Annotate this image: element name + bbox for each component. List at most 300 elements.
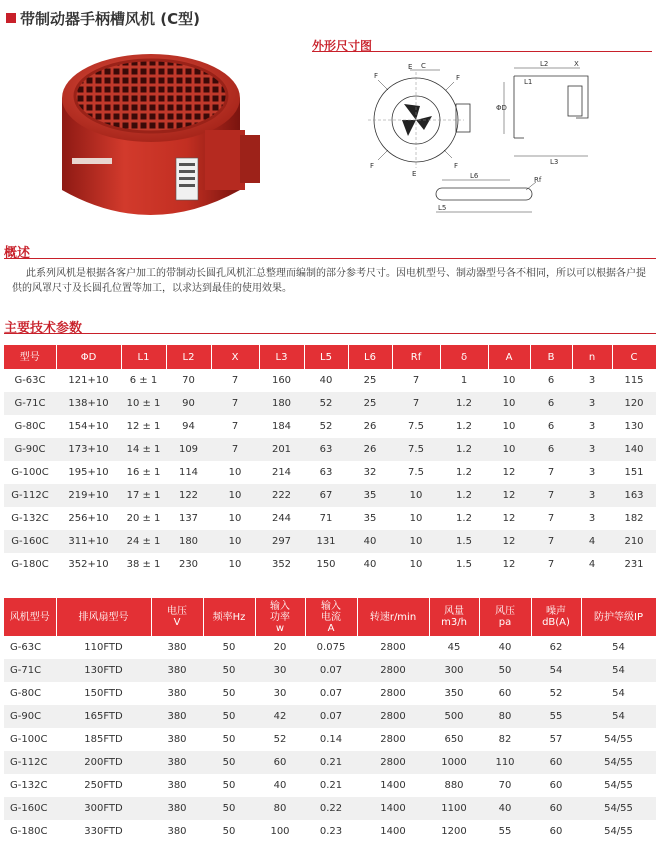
dimension-header-cell: L6 — [348, 345, 392, 369]
performance-header-cell — [203, 598, 255, 636]
performance-table-cell: 200FTD — [56, 751, 151, 774]
dimension-table-header — [4, 345, 656, 369]
dimension-table-cell: 3 — [588, 375, 596, 386]
dimension-table-cell: 24 ± 1 — [121, 530, 166, 553]
performance-table-cell: 57 — [549, 734, 563, 745]
performance-table-cell: 1400 — [380, 780, 406, 791]
performance-table-header — [4, 598, 656, 636]
dimension-table-cell: 40 — [319, 375, 333, 386]
dimension-table-cell: 7 — [211, 438, 259, 461]
performance-table-cell: 54 — [581, 659, 656, 682]
dimension-table-row — [4, 415, 656, 438]
dimension-table-cell: 352 — [271, 559, 292, 570]
dimension-table-cell: 10 — [228, 513, 242, 524]
dimension-header-cell: L5 — [304, 345, 348, 369]
dimension-table-cell: 10 — [409, 559, 423, 570]
performance-header-cell — [531, 598, 581, 636]
dimension-table-cell: G-71C — [4, 392, 56, 415]
performance-header-line: pa — [498, 617, 512, 628]
overview-title: 概述 — [4, 246, 31, 261]
performance-header-line: 功率 — [270, 611, 290, 623]
performance-table-cell: 42 — [255, 705, 305, 728]
performance-header-line: 风压 — [495, 606, 515, 617]
performance-table-cell: 130FTD — [56, 659, 151, 682]
params-divider — [4, 333, 656, 334]
dimension-table-cell: 160 — [271, 375, 292, 386]
performance-table-cell: 380 — [167, 734, 187, 745]
performance-table-cell: 165FTD — [56, 705, 151, 728]
dimension-table-cell: 150 — [316, 559, 336, 570]
dimension-table-cell: 10 — [228, 467, 242, 478]
dimension-table-cell: 38 ± 1 — [126, 559, 161, 570]
dimension-table-cell: 297 — [259, 530, 304, 553]
overview-text: 此系列风机是根据各客户加工的带制动长圆孔风机汇总整理而编制的部分参考尺寸。因电机型号、制动器型号各不相同，所以可以根据各户提供的风罩尺寸及长圆孔位置等加工，以求达到最佳的使用效果。 — [12, 268, 646, 294]
dimension-table-cell: 12 — [502, 559, 516, 570]
performance-table-cell: 80 — [479, 705, 531, 728]
dimension-table-cell: 7 — [211, 392, 259, 415]
dimension-table-cell: 219+10 — [56, 484, 121, 507]
performance-table-cell: 52 — [549, 688, 563, 699]
dimension-table-cell: 26 — [348, 438, 392, 461]
performance-table-cell: 40 — [498, 642, 512, 653]
dimension-table-cell: 352+10 — [68, 559, 109, 570]
performance-table-cell: 1400 — [357, 797, 429, 820]
performance-table-cell: 2800 — [380, 734, 406, 745]
dimension-table-cell: 140 — [612, 438, 656, 461]
dimension-table-cell: 1.2 — [440, 484, 488, 507]
dimension-table-cell: 231 — [624, 559, 644, 570]
dimension-title-divider — [312, 51, 652, 52]
dimension-table-cell: 7 — [530, 530, 572, 553]
dimension-table-cell: 1.2 — [456, 421, 472, 432]
dimension-table-cell: 122 — [166, 484, 211, 507]
performance-table-cell: 0.14 — [319, 734, 343, 745]
dimension-header-cell: L2 — [166, 345, 211, 369]
dimension-table-cell: 210 — [612, 530, 656, 553]
dimension-table-cell: 114 — [178, 467, 199, 478]
dimension-table-cell: 7 — [547, 513, 555, 524]
performance-table-cell: 380 — [151, 751, 203, 774]
performance-table-cell: 50 — [479, 659, 531, 682]
label-F-top-left: F — [374, 72, 379, 80]
dimension-table-cell: 12 — [502, 467, 516, 478]
dimension-table-cell: 10 — [392, 530, 440, 553]
performance-table-cell: 60 — [498, 688, 512, 699]
performance-table-cell: 52 — [273, 734, 287, 745]
performance-table-cell: 0.07 — [319, 688, 343, 699]
product-photo — [40, 40, 280, 240]
performance-table-row — [4, 659, 656, 682]
dimension-table-cell: 115 — [624, 375, 644, 386]
dimension-table-cell: 256+10 — [68, 513, 109, 524]
dimension-table-cell: 182 — [624, 513, 644, 524]
performance-table-cell: 54 — [581, 705, 656, 728]
dimension-table-cell: 173+10 — [56, 438, 121, 461]
label-L2: L2 — [540, 60, 549, 68]
performance-table-cell: 50 — [222, 688, 236, 699]
performance-header-line: 电流 — [321, 611, 341, 623]
dimension-table-cell: 7 — [392, 392, 440, 415]
performance-table-cell: 54 — [612, 688, 625, 699]
performance-table-cell: 55 — [498, 826, 512, 837]
dimension-table-cell: 1.5 — [440, 530, 488, 553]
performance-table-cell: 60 — [255, 751, 305, 774]
label-L6: L6 — [470, 172, 479, 180]
dimension-table-cell: 25 — [363, 375, 377, 386]
performance-table-row — [4, 774, 656, 797]
dimension-table-row — [4, 530, 656, 553]
performance-table-cell: 380 — [167, 642, 187, 653]
title-square-icon — [6, 13, 16, 23]
performance-table-cell: 54/55 — [604, 734, 633, 745]
performance-table-cell: 100 — [270, 826, 290, 837]
dimension-table-cell: 230 — [178, 559, 199, 570]
performance-table-cell: 380 — [151, 797, 203, 820]
performance-table-cell: 350 — [444, 688, 464, 699]
performance-table-row — [4, 636, 656, 659]
performance-table-cell: 54 — [612, 642, 625, 653]
dimension-table — [4, 345, 657, 576]
dimension-table-cell: 67 — [304, 484, 348, 507]
label-phiD: ΦD — [496, 104, 507, 112]
dimension-table-cell: 10 — [211, 530, 259, 553]
dimension-header-cell: ΦD — [56, 345, 121, 369]
performance-table-cell: 380 — [151, 659, 203, 682]
dimension-table-cell: 17 ± 1 — [121, 484, 166, 507]
performance-table-cell: 54/55 — [604, 826, 633, 837]
dimension-table-cell: 120 — [612, 392, 656, 415]
dimension-table-cell: 163 — [612, 484, 656, 507]
dimension-table-cell: 7.5 — [392, 438, 440, 461]
dimension-header-cell: A — [488, 345, 530, 369]
dimension-table-row — [4, 484, 656, 507]
dimension-table-cell: 52 — [304, 392, 348, 415]
dimension-table-cell: 1.5 — [456, 559, 472, 570]
performance-table-cell: G-100C — [10, 734, 48, 745]
dimension-table-cell: 32 — [363, 467, 377, 478]
performance-header-cell — [255, 598, 305, 636]
dimension-table-cell: 7 — [547, 467, 555, 478]
performance-table-cell: 54 — [531, 659, 581, 682]
dimension-table-row — [4, 438, 656, 461]
dimension-table-cell: 138+10 — [56, 392, 121, 415]
performance-table-cell: G-160C — [4, 797, 56, 820]
performance-table-row — [4, 820, 656, 843]
label-E-top: E — [408, 63, 413, 71]
dimension-table-cell: 1.2 — [440, 438, 488, 461]
performance-table-cell: 50 — [203, 797, 255, 820]
dimension-table-cell: 4 — [572, 530, 612, 553]
dimension-table-cell: 311+10 — [56, 530, 121, 553]
performance-table-cell: 380 — [151, 705, 203, 728]
dimension-table-cell: 7 — [547, 559, 555, 570]
performance-table-cell: 1100 — [429, 797, 479, 820]
dimension-table-cell: 6 ± 1 — [129, 375, 158, 386]
dimension-table-cell: 7.5 — [408, 421, 424, 432]
dimension-table-cell: 7.5 — [408, 467, 424, 478]
performance-table-cell: 40 — [479, 797, 531, 820]
performance-table-cell: 2800 — [357, 705, 429, 728]
dimension-table-cell: 3 — [588, 513, 596, 524]
performance-table-cell: 50 — [222, 826, 236, 837]
dimension-table-cell: 7 — [231, 375, 239, 386]
dimension-table-cell: 6 — [547, 375, 555, 386]
performance-header-cell — [479, 598, 531, 636]
dimension-table-cell: 35 — [348, 484, 392, 507]
dimension-table-cell: 12 — [488, 530, 530, 553]
dimension-table-cell: 151 — [624, 467, 644, 478]
performance-table-cell: 380 — [167, 688, 187, 699]
dimension-table-cell: 52 — [319, 421, 333, 432]
dimension-header-cell: δ — [440, 345, 488, 369]
label-F-bottom-left: F — [370, 162, 375, 170]
performance-table-cell: 300FTD — [56, 797, 151, 820]
side-view-drawing — [494, 56, 604, 168]
dimension-table-cell: 7 — [530, 484, 572, 507]
performance-header-cell — [305, 598, 357, 636]
performance-table-cell: 2800 — [357, 751, 429, 774]
label-L3: L3 — [550, 158, 559, 166]
performance-table-row — [4, 705, 656, 728]
dimension-table-cell: 1.2 — [456, 513, 472, 524]
performance-table-cell: 60 — [531, 797, 581, 820]
label-F-top-right: F — [456, 74, 461, 82]
dimension-table-cell: G-80C — [14, 421, 46, 432]
performance-table-cell: 110 — [479, 751, 531, 774]
dimension-table-cell: 71 — [319, 513, 333, 524]
performance-table-cell: 1400 — [380, 826, 406, 837]
dimension-table-cell: 25 — [348, 392, 392, 415]
page-title-text: 带制动器手柄槽风机 (C型) — [20, 10, 200, 28]
dimension-table-cell: 7 — [412, 375, 420, 386]
performance-table-row — [4, 797, 656, 820]
dimension-table-row — [4, 369, 656, 392]
dimension-table-cell: 20 ± 1 — [126, 513, 161, 524]
dimension-table-cell: 63 — [319, 467, 333, 478]
performance-table-cell: 60 — [549, 780, 563, 791]
performance-table-row — [4, 682, 656, 705]
dimension-header-cell: X — [211, 345, 259, 369]
performance-table-cell: 2800 — [380, 688, 406, 699]
performance-table-cell: 110FTD — [84, 642, 123, 653]
performance-table-cell: 60 — [549, 826, 563, 837]
dimension-table-cell: 244 — [271, 513, 292, 524]
dimension-table-cell: 184 — [271, 421, 292, 432]
dimension-table-cell: 3 — [588, 467, 596, 478]
dimension-table-cell: 70 — [182, 375, 195, 386]
dimension-table-cell: 6 — [530, 392, 572, 415]
dimension-table-cell: G-160C — [4, 530, 56, 553]
performance-table-cell: 330FTD — [84, 826, 123, 837]
performance-header-line: 噪声 — [546, 606, 566, 617]
performance-header-cell — [581, 598, 656, 636]
performance-table-cell: G-132C — [10, 780, 48, 791]
dimension-table-cell: 10 — [211, 484, 259, 507]
dimension-table-cell: 10 ± 1 — [121, 392, 166, 415]
dimension-table-cell: 7 — [231, 421, 239, 432]
performance-table-cell: 880 — [444, 780, 464, 791]
dimension-table-cell: 12 — [488, 484, 530, 507]
dimension-table-cell: 195+10 — [68, 467, 109, 478]
dimension-table-cell: 10 — [502, 421, 516, 432]
performance-table-cell: 20 — [273, 642, 287, 653]
performance-header-cell — [429, 598, 479, 636]
label-L5: L5 — [438, 204, 447, 212]
performance-table-cell: 54/55 — [604, 780, 633, 791]
dimension-table-cell: 14 ± 1 — [121, 438, 166, 461]
dimension-table-cell: 10 — [409, 513, 423, 524]
performance-table-cell: 650 — [444, 734, 464, 745]
performance-table-cell: G-180C — [10, 826, 48, 837]
performance-header-line: w — [275, 622, 285, 634]
performance-table-cell: 60 — [531, 751, 581, 774]
dimension-header-cell: n — [572, 345, 612, 369]
performance-table-cell: 54/55 — [581, 751, 656, 774]
performance-table-cell: 82 — [498, 734, 512, 745]
dimension-table-cell: 16 ± 1 — [126, 467, 161, 478]
dimension-table-cell: 63 — [304, 438, 348, 461]
performance-header-cell — [56, 598, 151, 636]
dimension-table-cell: 40 — [348, 530, 392, 553]
dimension-table-cell: 3 — [572, 392, 612, 415]
performance-table-cell: 54/55 — [581, 797, 656, 820]
dimension-table-cell: 1 — [460, 375, 468, 386]
performance-table — [4, 598, 657, 843]
performance-table-cell: 0.21 — [305, 751, 357, 774]
dimension-table-cell: 10 — [488, 392, 530, 415]
dimension-drawing-title: 外形尺寸图 — [312, 39, 373, 53]
performance-table-cell: 2800 — [357, 659, 429, 682]
dimension-header-cell: L3 — [259, 345, 304, 369]
performance-header-cell — [4, 598, 56, 636]
dimension-table-cell: 35 — [363, 513, 377, 524]
performance-table-cell: 45 — [447, 642, 461, 653]
performance-table-cell: 2800 — [380, 642, 406, 653]
dimension-table-cell: 90 — [166, 392, 211, 415]
dimension-table-cell: 6 — [530, 438, 572, 461]
dimension-table-cell: 10 — [392, 484, 440, 507]
performance-table-cell: 0.21 — [319, 780, 343, 791]
dimension-table-cell: 180 — [166, 530, 211, 553]
dimension-table-cell: 26 — [363, 421, 377, 432]
performance-table-cell: 0.07 — [305, 659, 357, 682]
dimension-table-cell: 201 — [259, 438, 304, 461]
performance-header-line: 转速r/min — [369, 611, 417, 623]
dimension-table-cell: 10 — [228, 559, 242, 570]
performance-table-cell: 30 — [255, 659, 305, 682]
performance-table-cell: 380 — [167, 826, 187, 837]
slot-drawing — [430, 172, 550, 220]
performance-table-cell: 50 — [203, 659, 255, 682]
dimension-header-cell: C — [612, 345, 656, 369]
front-view-drawing — [364, 58, 482, 178]
dimension-table-cell: 12 — [502, 513, 516, 524]
label-E-bottom: E — [412, 170, 417, 178]
performance-header-line: 输入 — [270, 600, 290, 612]
performance-header-cell — [357, 598, 429, 636]
dimension-header-cell: 型号 — [4, 345, 56, 369]
performance-header-line: 风机型号 — [9, 611, 50, 623]
dimension-table-cell: G-180C — [11, 559, 49, 570]
dimension-table-row — [4, 507, 656, 530]
dimension-table-cell: 1.2 — [440, 392, 488, 415]
dimension-table-cell: 154+10 — [68, 421, 109, 432]
performance-table-cell: 250FTD — [84, 780, 123, 791]
dimension-table-cell: 137 — [178, 513, 199, 524]
dimension-table-row — [4, 392, 656, 415]
dimension-table-cell: 131 — [304, 530, 348, 553]
performance-table-cell: 0.23 — [319, 826, 343, 837]
dimension-table-cell: 180 — [259, 392, 304, 415]
dimension-table-cell: 3 — [572, 438, 612, 461]
performance-table-cell: 1000 — [429, 751, 479, 774]
dimension-table-cell: 4 — [588, 559, 596, 570]
performance-table-cell: 50 — [203, 751, 255, 774]
label-Rf: Rf — [534, 176, 542, 184]
performance-table-row — [4, 751, 656, 774]
performance-header-line: 频率Hz — [212, 611, 246, 623]
performance-table-cell: 50 — [203, 705, 255, 728]
performance-header-line: 电压 — [167, 606, 187, 617]
dimension-table-cell: 130 — [624, 421, 644, 432]
performance-table-cell: 185FTD — [84, 734, 123, 745]
performance-header-cell — [151, 598, 203, 636]
performance-table-cell: 300 — [429, 659, 479, 682]
label-F-bottom-right: F — [454, 162, 459, 170]
label-L1: L1 — [524, 78, 533, 86]
performance-table-cell: 40 — [273, 780, 287, 791]
dimension-table-cell: G-90C — [4, 438, 56, 461]
performance-table-cell: 380 — [167, 780, 187, 791]
dimension-header-cell: L1 — [121, 345, 166, 369]
performance-table-cell: 30 — [273, 688, 287, 699]
dimension-table-cell: 1.2 — [456, 467, 472, 478]
performance-table-row — [4, 728, 656, 751]
dimension-table-cell: 12 ± 1 — [126, 421, 161, 432]
dimension-table-cell: 3 — [588, 421, 596, 432]
dimension-table-cell: G-63C — [14, 375, 46, 386]
performance-table-cell: 62 — [549, 642, 563, 653]
performance-table-cell: 1200 — [441, 826, 467, 837]
performance-table-cell: G-112C — [4, 751, 56, 774]
dimension-table-cell: 214 — [271, 467, 292, 478]
performance-table-cell: G-63C — [10, 642, 42, 653]
performance-table-cell: 70 — [498, 780, 512, 791]
performance-table-cell: 0.07 — [305, 705, 357, 728]
dimension-table-cell: 121+10 — [68, 375, 109, 386]
params-title: 主要技术参数 — [4, 321, 83, 336]
dimension-table-cell: 3 — [572, 484, 612, 507]
dimension-table-cell: 222 — [259, 484, 304, 507]
dimension-table-row — [4, 461, 656, 484]
dimension-table-cell: 94 — [182, 421, 195, 432]
page-title — [6, 8, 200, 29]
overview-divider — [4, 258, 656, 259]
dimension-table-cell: G-112C — [4, 484, 56, 507]
performance-table-cell: G-71C — [4, 659, 56, 682]
dimension-table-cell: G-100C — [11, 467, 49, 478]
performance-table-cell: 0.075 — [316, 642, 346, 653]
dimension-table-cell: 10 — [488, 438, 530, 461]
performance-header-line: A — [327, 622, 335, 634]
performance-table-cell: 150FTD — [84, 688, 123, 699]
performance-header-line: V — [173, 617, 181, 628]
performance-table-cell: 80 — [255, 797, 305, 820]
label-X: X — [574, 60, 579, 68]
performance-table-cell: 500 — [429, 705, 479, 728]
performance-header-line: 防护等级IP — [594, 611, 643, 623]
label-C: C — [421, 62, 426, 70]
